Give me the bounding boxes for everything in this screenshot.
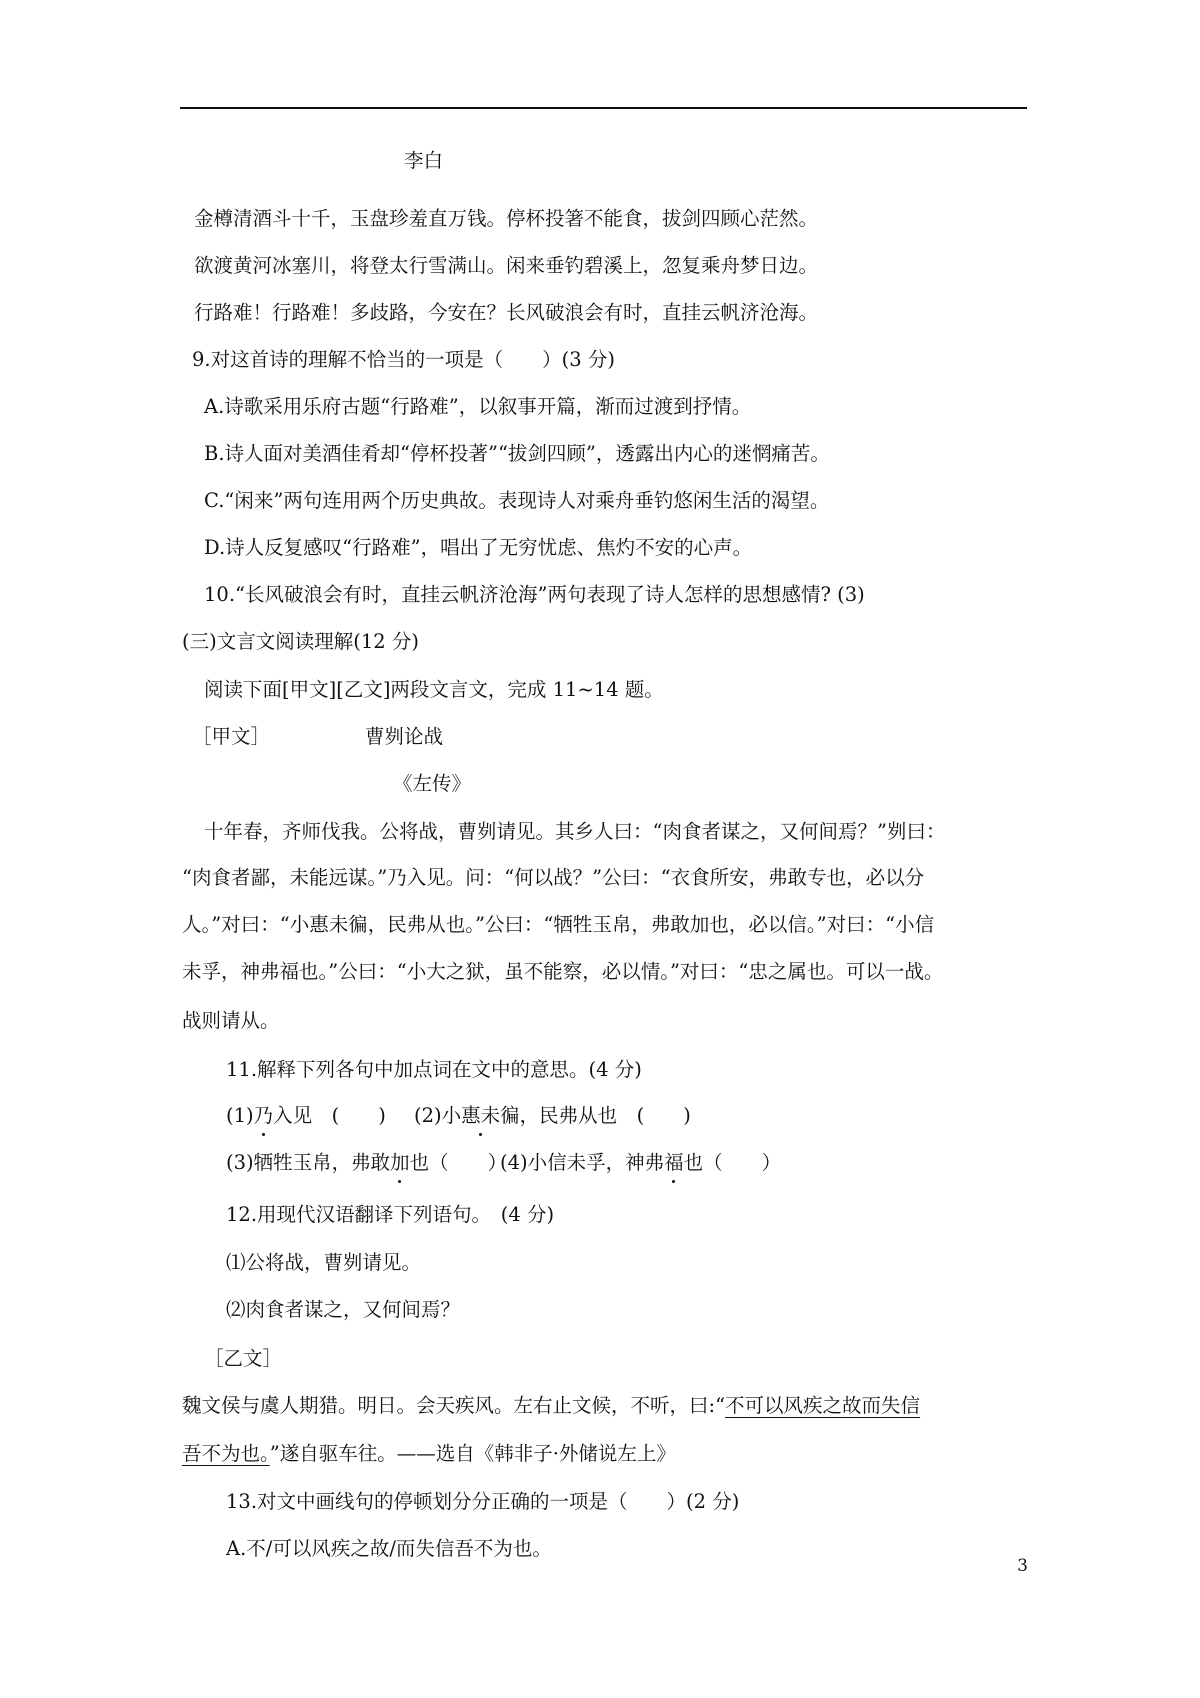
jia-title: 曹刿论战 [365,725,444,748]
jia-text-line: 人。”对曰：“小惠未徧，民弗从也。”公曰：“牺牲玉帛，弗敢加也，必以信。”对曰：“小信 [182,913,935,936]
poem-line-3: 行路难！行路难！多歧路，今安在？长风破浪会有时，直挂云帆济沧海。 [194,301,819,324]
q11-item-3: (3)牺牲玉帛，弗敢加也（ ） [226,1151,508,1174]
q11-item-1: (1)乃入见 ( ) [226,1104,386,1127]
section3-heading: (三)文言文阅读理解(12 分) [182,630,419,653]
q10-stem: 10.“长风破浪会有时，直挂云帆济沧海”两句表现了诗人怎样的思想感情? (3) [204,583,865,606]
jia-text-line: 战则请从。 [182,1009,280,1032]
jia-source: 《左传》 [393,772,472,795]
q9-option-a: A.诗歌采用乐府古题“行路难”，以叙事开篇，渐而过渡到抒情。 [204,395,752,418]
q9-option-d: D.诗人反复感叹“行路难”，唱出了无穷忧虑、焦灼不安的心声。 [204,536,753,559]
underlined-sentence: 吾不为也。 [182,1442,270,1465]
q12-stem: 12.用现代汉语翻译下列语句。 (4 分) [226,1203,555,1226]
q11-item-4: (4)小信未孚，神弗福也（ ） [500,1151,782,1174]
yi-text-line-2: 吾不为也。”遂自驱车往。——选自《韩非子·外储说左上》 [182,1442,676,1465]
q11-stem: 11.解释下列各句中加点词在文中的意思。(4 分) [226,1058,642,1081]
page-number: 3 [1017,1556,1028,1576]
q9-option-c: C.“闲来”两句连用两个历史典故。表现诗人对乘舟垂钓悠闲生活的渴望。 [204,489,830,512]
poem-author: 李白 [404,149,444,172]
q9-stem: 9.对这首诗的理解不恰当的一项是（ ）(3 分) [192,348,615,371]
dotted-word: 小惠未徧 [441,1104,520,1127]
q13-option-a: A.不/可以风疾之故/而失信吾不为也。 [226,1537,552,1560]
q12-sentence-1: ⑴公将战，曹刿请见。 [226,1251,422,1274]
q13-stem: 13.对文中画线句的停顿划分分正确的一项是（ ）(2 分) [226,1490,740,1513]
jia-text-line: 未孚，神弗福也。”公曰：“小大之狱，虽不能察，必以情。”对曰：“忠之属也。可以一战。 [182,960,944,983]
dotted-word: 福 [664,1151,684,1174]
jia-text-line: 十年春，齐师伐我。公将战，曹刿请见。其乡人曰：“肉食者谋之，又何间焉？”刿曰： [204,820,946,843]
dotted-word: 加 [390,1151,410,1174]
section3-intro: 阅读下面[甲文][乙文]两段文言文，完成 11~14 题。 [204,678,664,701]
jia-text-line: “肉食者鄙，未能远谋。”乃入见。问：“何以战？”公曰：“衣食所安，弗敢专也，必以分 [182,866,925,889]
q12-sentence-2: ⑵肉食者谋之，又何间焉？ [226,1298,461,1321]
q11-item-2: (2)小惠未徧，民弗从也 ( ) [414,1104,691,1127]
q9-option-b: B.诗人面对美酒佳肴却“停杯投著”“拔剑四顾”，透露出内心的迷惘痛苦。 [204,442,830,465]
jia-label: ［甲文］ [192,725,271,748]
yi-text-line-1: 魏文侯与虞人期猎。明日。会天疾风。左右止文候，不听，曰:“不可以风疾之故而失信 [182,1394,921,1417]
dotted-word: 乃 [253,1104,274,1127]
poem-line-1: 金樽清酒斗十千，玉盘珍羞直万钱。停杯投箸不能食，拔剑四顾心茫然。 [194,207,819,230]
underlined-sentence: 不可以风疾之故而失信 [725,1394,921,1417]
poem-line-2: 欲渡黄河冰塞川，将登太行雪满山。闲来垂钓碧溪上，忽复乘舟梦日边。 [194,254,819,277]
header-rule [180,107,1027,109]
yi-label: ［乙文］ [204,1347,283,1370]
